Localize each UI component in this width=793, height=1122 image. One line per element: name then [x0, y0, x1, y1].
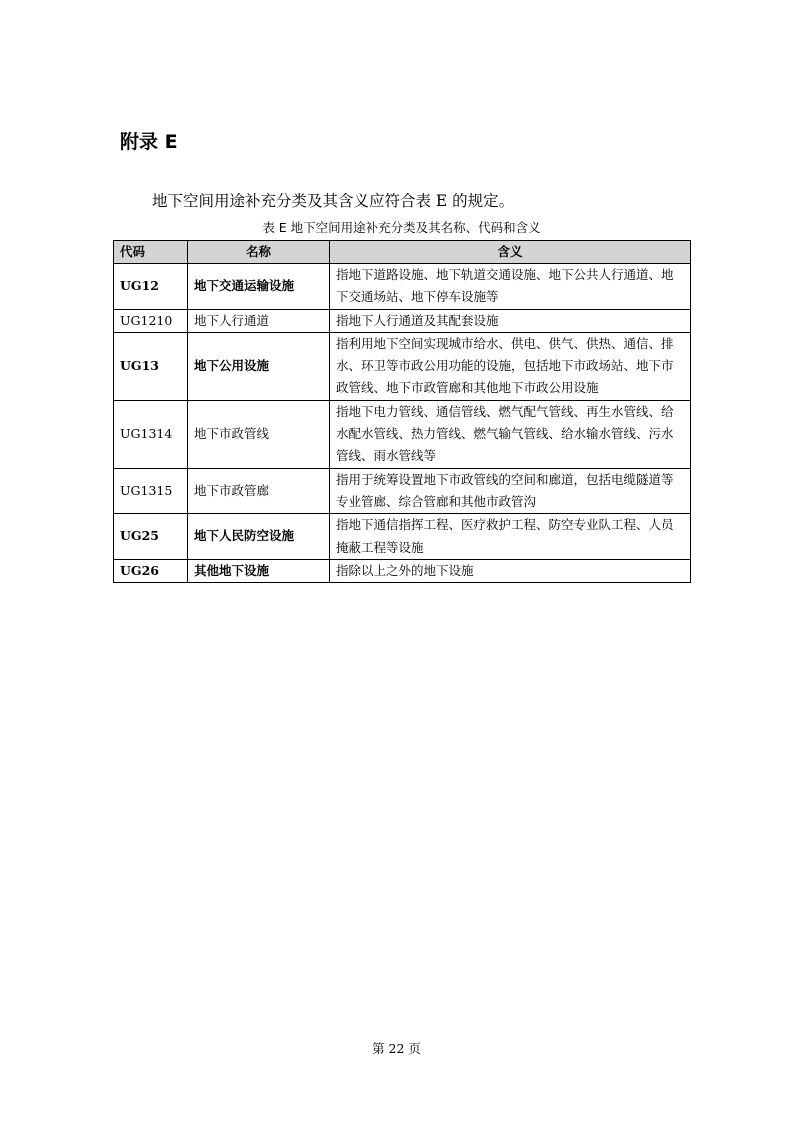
- table-caption: 表 E 地下空间用途补充分类及其名称、代码和含义: [262, 220, 541, 235]
- table-header-row: [114, 241, 691, 264]
- classification-table: [113, 240, 691, 583]
- cell-name: 地下人民防空设施: [188, 514, 330, 560]
- cell-name: 地下市政管线: [188, 400, 330, 468]
- cell-code: UG1210: [114, 309, 188, 332]
- cell-code: UG26: [114, 559, 188, 582]
- cell-name: 其他地下设施: [188, 559, 330, 582]
- table-body: [114, 264, 691, 583]
- cell-desc: 指地下人行通道及其配套设施: [330, 309, 691, 332]
- cell-desc: 指地下电力管线、通信管线、燃气配气管线、再生水管线、给水配水管线、热力管线、燃气输气管线、给水输水管线、污水管线、雨水管线等: [330, 400, 691, 468]
- header-name: 名称: [188, 241, 330, 264]
- cell-name: 地下交通运输设施: [188, 264, 330, 310]
- table-row: [114, 309, 691, 332]
- cell-code: UG13: [114, 332, 188, 400]
- cell-name: 地下公用设施: [188, 332, 330, 400]
- appendix-heading: 附录 E: [120, 131, 178, 153]
- cell-desc: 指用于统筹设置地下市政管线的空间和廊道，包括电缆隧道等专业管廊、综合管廊和其他市政管沟: [330, 468, 691, 514]
- cell-code: UG1314: [114, 400, 188, 468]
- header-desc: 含义: [330, 241, 691, 264]
- cell-code: UG12: [114, 264, 188, 310]
- cell-code: UG1315: [114, 468, 188, 514]
- intro-paragraph: 地下空间用途补充分类及其含义应符合表 E 的规定。: [152, 192, 515, 210]
- table-row: [114, 400, 691, 468]
- table-row: [114, 468, 691, 514]
- cell-desc: 指地下道路设施、地下轨道交通设施、地下公共人行通道、地下交通场站、地下停车设施等: [330, 264, 691, 310]
- cell-desc: 指除以上之外的地下设施: [330, 559, 691, 582]
- table-row: [114, 514, 691, 560]
- cell-code: UG25: [114, 514, 188, 560]
- cell-desc: 指利用地下空间实现城市给水、供电、供气、供热、通信、排水、环卫等市政公用功能的设施，包括地下市政场站、地下市政管线、地下市政管廊和其他地下市政公用设施: [330, 332, 691, 400]
- table-row: [114, 332, 691, 400]
- table-row: [114, 559, 691, 582]
- page-number: 第 22 页: [372, 1041, 421, 1056]
- table-row: [114, 264, 691, 310]
- header-code: 代码: [114, 241, 188, 264]
- cell-name: 地下市政管廊: [188, 468, 330, 514]
- cell-name: 地下人行通道: [188, 309, 330, 332]
- cell-desc: 指地下通信指挥工程、医疗救护工程、防空专业队工程、人员掩蔽工程等设施: [330, 514, 691, 560]
